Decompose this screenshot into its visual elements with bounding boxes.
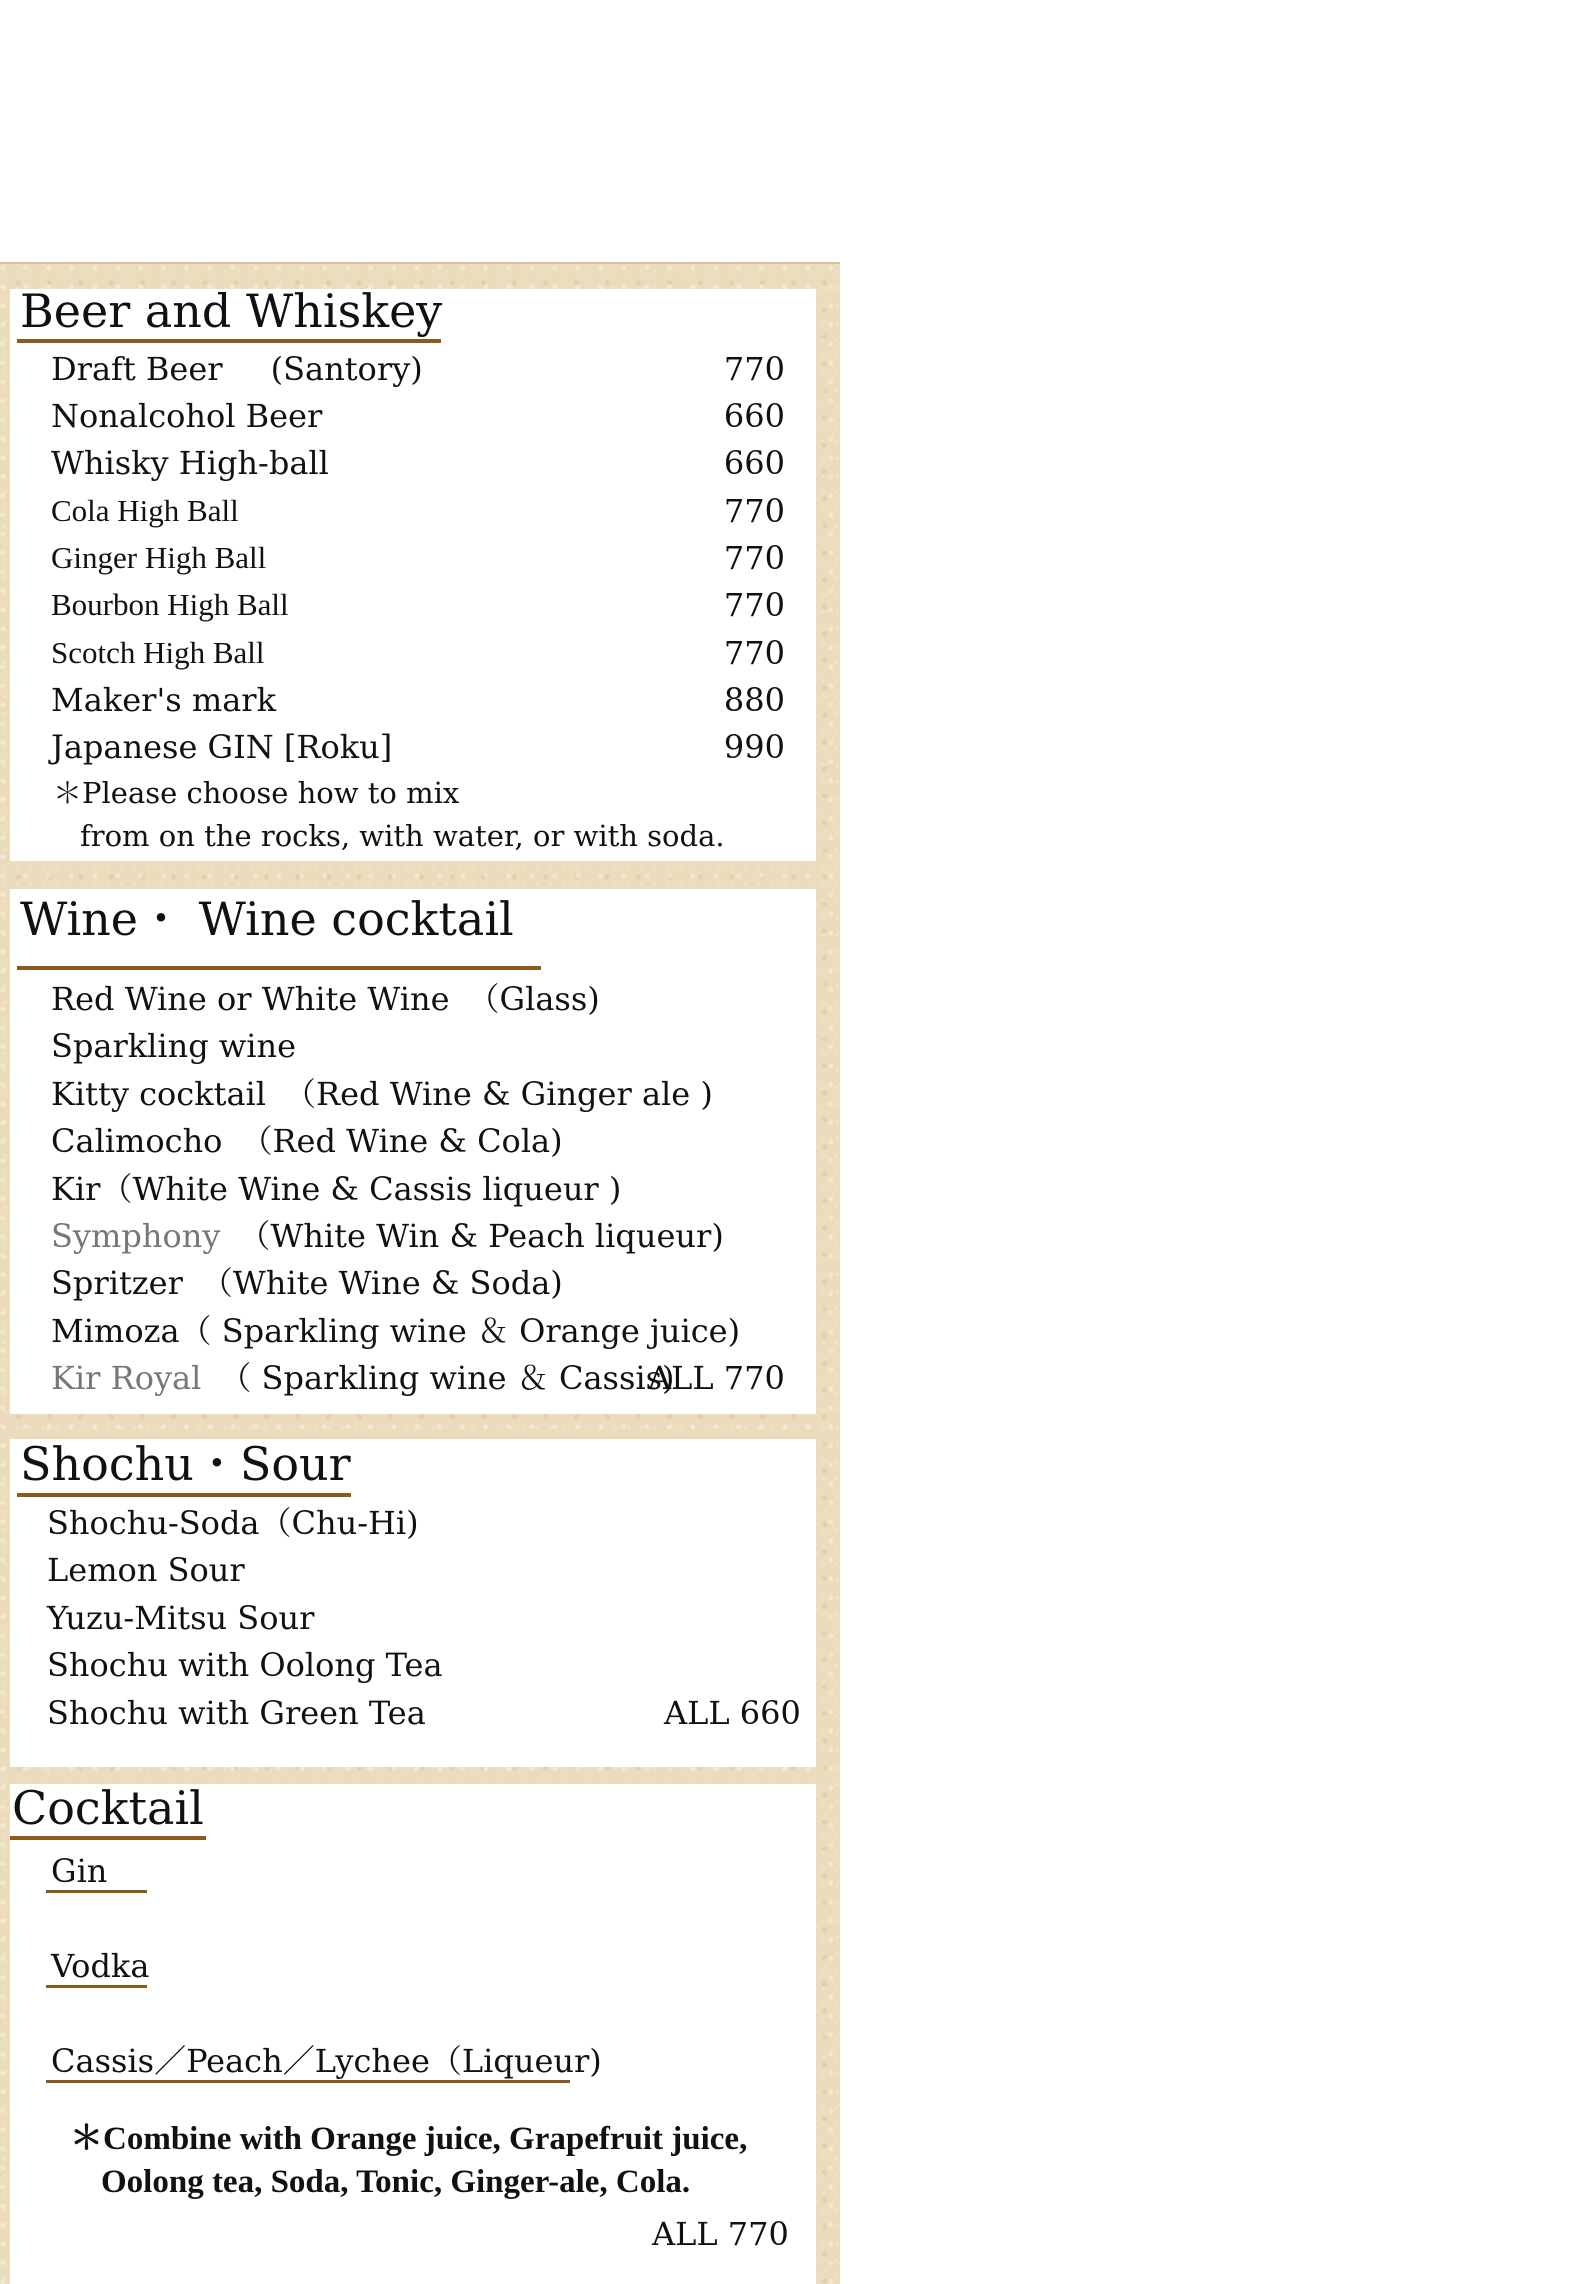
menu-item: Nonalcohol Beer <box>51 397 323 435</box>
item-detail: （Red Wine & Ginger ale ) <box>284 1075 713 1113</box>
item-name: Sparkling wine <box>51 1027 297 1065</box>
item-name: Mimoza <box>51 1312 180 1350</box>
wine-all-price: ALL 770 <box>648 1359 785 1397</box>
menu-item: Scotch High Ball <box>51 635 265 670</box>
menu-item: Cola High Ball <box>51 493 239 528</box>
menu-item: Shochu-Soda（Chu-Hi) <box>47 1504 419 1542</box>
item-detail: （White Win & Peach liqueur) <box>238 1217 724 1255</box>
item-price: 770 <box>723 350 785 388</box>
menu-item <box>51 1311 740 1351</box>
menu-item: Yuzu-Mitsu Sour <box>47 1599 315 1637</box>
item-name: Spritzer <box>51 1264 183 1302</box>
wine-panel <box>10 889 816 1414</box>
section-title-wine: Wine・ Wine cocktail <box>20 892 514 946</box>
item-detail: （Red Wine & Cola) <box>240 1122 563 1160</box>
mixing-note-continued: from on the rocks, with water, or with soda. <box>80 819 725 853</box>
menu-item <box>51 1026 296 1066</box>
cocktail-base-liqueur: Cassis／Peach／Lychee（Liqueur) <box>51 2042 602 2080</box>
cocktail-underline <box>10 1836 206 1840</box>
item-price: 880 <box>723 681 785 719</box>
menu-item: Shochu with Green Tea <box>47 1694 426 1732</box>
menu-item <box>51 1216 724 1256</box>
menu-item <box>51 349 423 389</box>
menu-item: Maker's mark <box>51 681 276 719</box>
shochu-all-price: ALL 660 <box>664 1694 801 1732</box>
item-price: 660 <box>723 397 785 435</box>
cocktail-base-gin: Gin <box>51 1852 108 1890</box>
combine-note-continued: Oolong tea, Soda, Tonic, Ginger-ale, Cola. <box>101 2164 691 2200</box>
item-name: Red Wine or White Wine <box>51 980 450 1018</box>
item-name: Kitty cocktail <box>51 1075 267 1113</box>
item-name: Draft Beer <box>51 350 223 388</box>
item-name: Kir <box>51 1170 101 1208</box>
item-detail: （Glass) <box>467 980 600 1018</box>
cocktail-panel <box>10 1781 816 2284</box>
menu-item: Ginger High Ball <box>51 540 267 575</box>
menu-item <box>51 1358 675 1398</box>
item-price: 770 <box>723 586 785 624</box>
mixing-note: ＊Please choose how to mix <box>53 776 460 810</box>
item-detail: （White Wine & Cassis liqueur ) <box>100 1170 622 1208</box>
item-price: 990 <box>723 728 785 766</box>
cocktail-base-vodka: Vodka <box>51 1947 150 1985</box>
section-title-cocktail: Cocktail <box>12 1781 204 1835</box>
item-detail: （ Sparkling wine ＆ Cassis) <box>219 1359 675 1397</box>
menu-item: Bourbon High Ball <box>51 587 289 622</box>
beer-whiskey-panel <box>10 284 816 861</box>
section-title-shochu: Shochu・Sour <box>20 1437 351 1491</box>
menu-item <box>51 979 600 1019</box>
item-detail: （White Wine & Soda) <box>200 1264 563 1302</box>
liqueur-underline <box>46 2080 570 2083</box>
item-price: 770 <box>723 634 785 672</box>
menu-item <box>51 1074 713 1114</box>
combine-note: ＊Combine with Orange juice, Grapefruit juice, <box>70 2121 748 2157</box>
item-price: 660 <box>723 444 785 482</box>
menu-item: Lemon Sour <box>47 1551 245 1589</box>
item-price: 770 <box>723 539 785 577</box>
item-name: Symphony <box>51 1217 221 1255</box>
beer-whiskey-underline <box>17 339 441 343</box>
item-detail: （ Sparkling wine ＆ Orange juice) <box>179 1312 741 1350</box>
shochu-panel <box>10 1439 816 1767</box>
menu-paper-background <box>0 262 840 2284</box>
menu-item: Japanese GIN [Roku] <box>51 728 393 766</box>
vodka-underline <box>46 1985 147 1988</box>
menu-item <box>51 1263 563 1303</box>
menu-item: Shochu with Oolong Tea <box>47 1646 443 1684</box>
item-price: 770 <box>723 492 785 530</box>
item-name: Calimocho <box>51 1122 223 1160</box>
menu-item <box>51 1169 621 1209</box>
cocktail-all-price: ALL 770 <box>652 2215 789 2253</box>
section-title-beer-whiskey: Beer and Whiskey <box>20 284 443 338</box>
menu-item: Whisky High-ball <box>51 444 329 482</box>
shochu-underline <box>17 1493 351 1497</box>
item-subtitle: (Santory) <box>270 350 423 388</box>
gin-underline <box>46 1890 147 1893</box>
wine-underline <box>17 966 541 970</box>
menu-item <box>51 1121 563 1161</box>
item-name: Kir Royal <box>51 1359 202 1397</box>
